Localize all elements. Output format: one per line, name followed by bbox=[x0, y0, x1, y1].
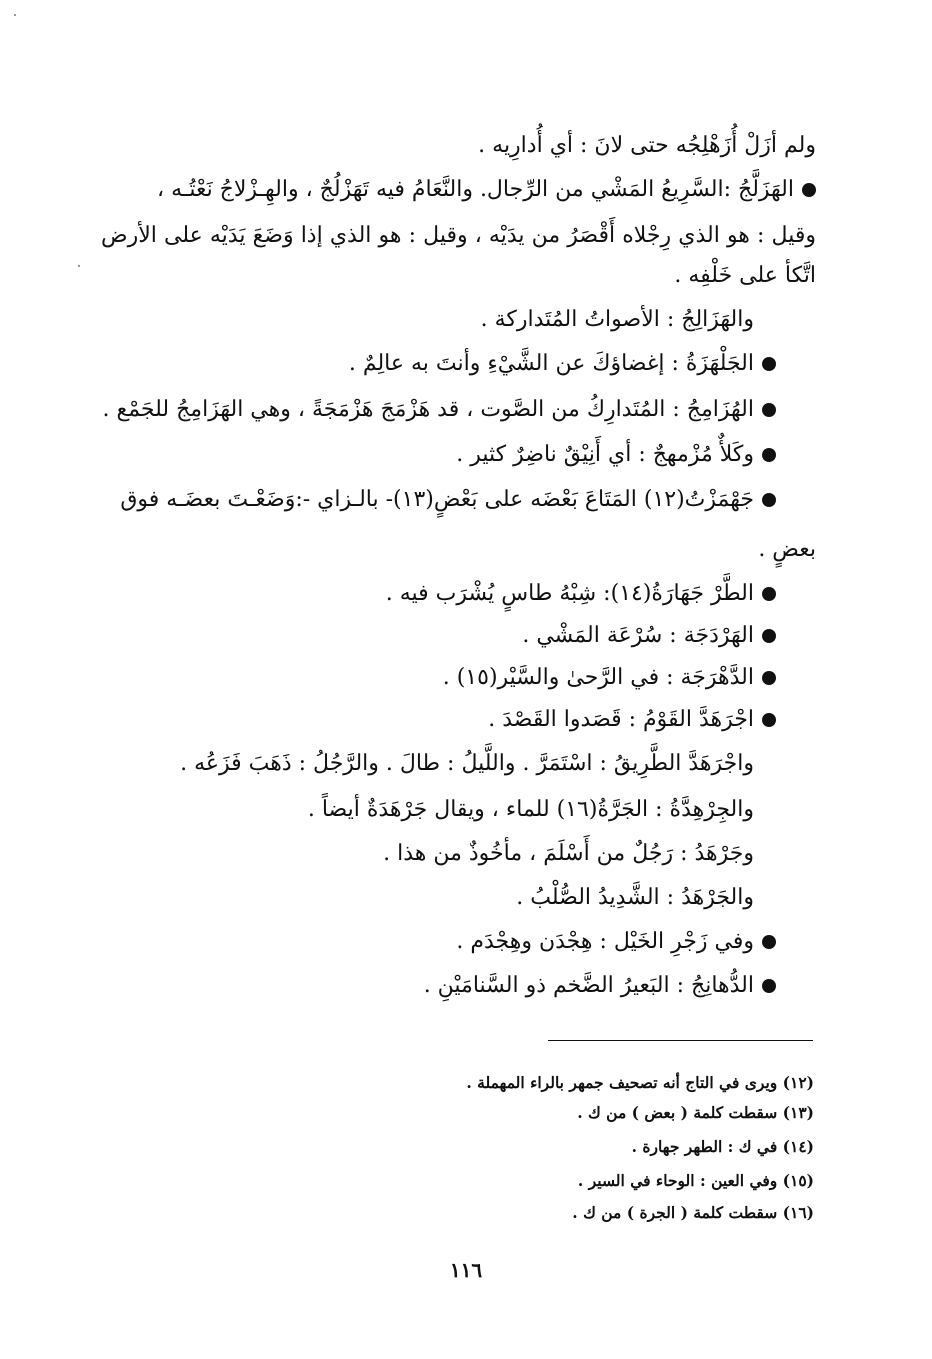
bullet-icon bbox=[762, 935, 776, 949]
entry-line: الجَلْهَزَةُ : إغضاؤكَ عن الشَّيْءِ وأنتَ به عالِمٌ . bbox=[349, 346, 776, 382]
footnote: (١٤) في ك : الطهر جهارة . bbox=[631, 1137, 814, 1156]
page-number: ١١٦ bbox=[449, 1258, 483, 1282]
bullet-icon bbox=[762, 493, 776, 507]
text-line: والجَرْهَدُ : الشَّدِيدُ الصُّلْبُ . bbox=[516, 885, 754, 910]
entry-line: وكَلأٌ مُزْمهجٌ : أي أَنِيْقٌ ناضِرٌ كثير . bbox=[456, 437, 776, 473]
bullet-icon bbox=[762, 671, 776, 685]
entry-line: الهَرْدَجَة : سُرْعَة المَشْي . bbox=[522, 618, 776, 654]
text-line: بعضٍ . bbox=[758, 537, 816, 562]
text-line: وجَرْهَدُ : رَجُلٌ من أَسْلَمَ ، مأخُوذٌ من هذا . bbox=[383, 841, 754, 866]
entry-line: الطَّرْ جَهَارَةُ(١٤): شِبْهُ طاسٍ يُشْرَب فيه . bbox=[386, 576, 776, 612]
footnote: (١٦) سقطت كلمة ( الجرة ) من ك . bbox=[572, 1203, 814, 1222]
text-line: اتَّكأ على خَلْفِه . bbox=[674, 263, 816, 288]
entry-line: جَهْمَزْتُ(١٢) المَتَاعَ بَعْضَه على بَعْضٍ(١٣)- بالـزاي -:وَضَعْـتَ بعضَـه فوق bbox=[120, 482, 776, 518]
text-line: واجْرَهَدَّ الطَّرِيقُ : اسْتَمَرَّ . واللَّيلُ : طالَ . والرَّجُلُ : ذَهَبَ فَزَعُه . bbox=[180, 751, 754, 776]
footnote: (١٢) ويرى في التاج أنه تصحيف جمهر بالراء المهملة . bbox=[466, 1073, 814, 1092]
bullet-icon bbox=[762, 448, 776, 462]
bullet-icon bbox=[762, 629, 776, 643]
entry-line: اجْرَهَدَّ القَوْمُ : قَصَدوا القَصْدَ . bbox=[488, 702, 776, 738]
entry-line: الهَزَلَّجُ :السَّرِيعُ المَشْي من الرِّجال. والنَّعَامُ فيه تَهَزْلُجٌ ، والهِـزْلاجُ نَعْتُـه ، bbox=[157, 172, 816, 208]
bullet-icon bbox=[762, 357, 776, 371]
footnote: (١٣) سقطت كلمة ( بعض ) من ك . bbox=[577, 1103, 814, 1122]
bullet-icon bbox=[762, 979, 776, 993]
bullet-icon bbox=[802, 183, 816, 197]
footnote-separator bbox=[548, 1040, 813, 1041]
footnote: (١٥) وفي العين : الوحاء في السير . bbox=[577, 1171, 814, 1190]
scan-speck bbox=[14, 14, 16, 16]
bullet-icon bbox=[762, 713, 776, 727]
text-line: ولم أزَلْ أُزَهْلِجُه حتى لانَ : أي أُدارِيه . bbox=[478, 133, 816, 158]
text-line: والجِرْهِدَّةُ : الجَرَّةُ(١٦) للماء ، ويقال جَرْهَدَةٌ أيضاً . bbox=[307, 797, 754, 822]
scan-speck bbox=[78, 265, 80, 267]
bullet-icon bbox=[762, 403, 776, 417]
text-line: وقيل : هو الذي رِجْلاه أَقْصَرُ من يدَيْه ، وقيل : هو الذي إذا وَضَعَ يَدَيْه على الأرض bbox=[101, 223, 816, 248]
entry-line: الهُزَامِجُ : المُتَدارِكُ من الصَّوت ، قد هَزْمَجَ هَزْمَجَةً ، وهي الهَزَامِجُ للجَمْع . bbox=[103, 392, 776, 428]
entry-line: وفي زَجْرِ الخَيْل : هِجْدَن وهِجْدَم . bbox=[456, 924, 776, 960]
entry-line: الدَّهْرَجَة : في الرَّحىٰ والسَّيْر(١٥) . bbox=[443, 660, 776, 696]
text-line: والهَزَالِجُ : الأصواتُ المُتَداركة . bbox=[480, 307, 754, 332]
entry-line: الدُّهانِجُ : البَعيرُ الضَّخم ذو السَّنامَيْنِ . bbox=[424, 968, 776, 1004]
bullet-icon bbox=[762, 587, 776, 601]
